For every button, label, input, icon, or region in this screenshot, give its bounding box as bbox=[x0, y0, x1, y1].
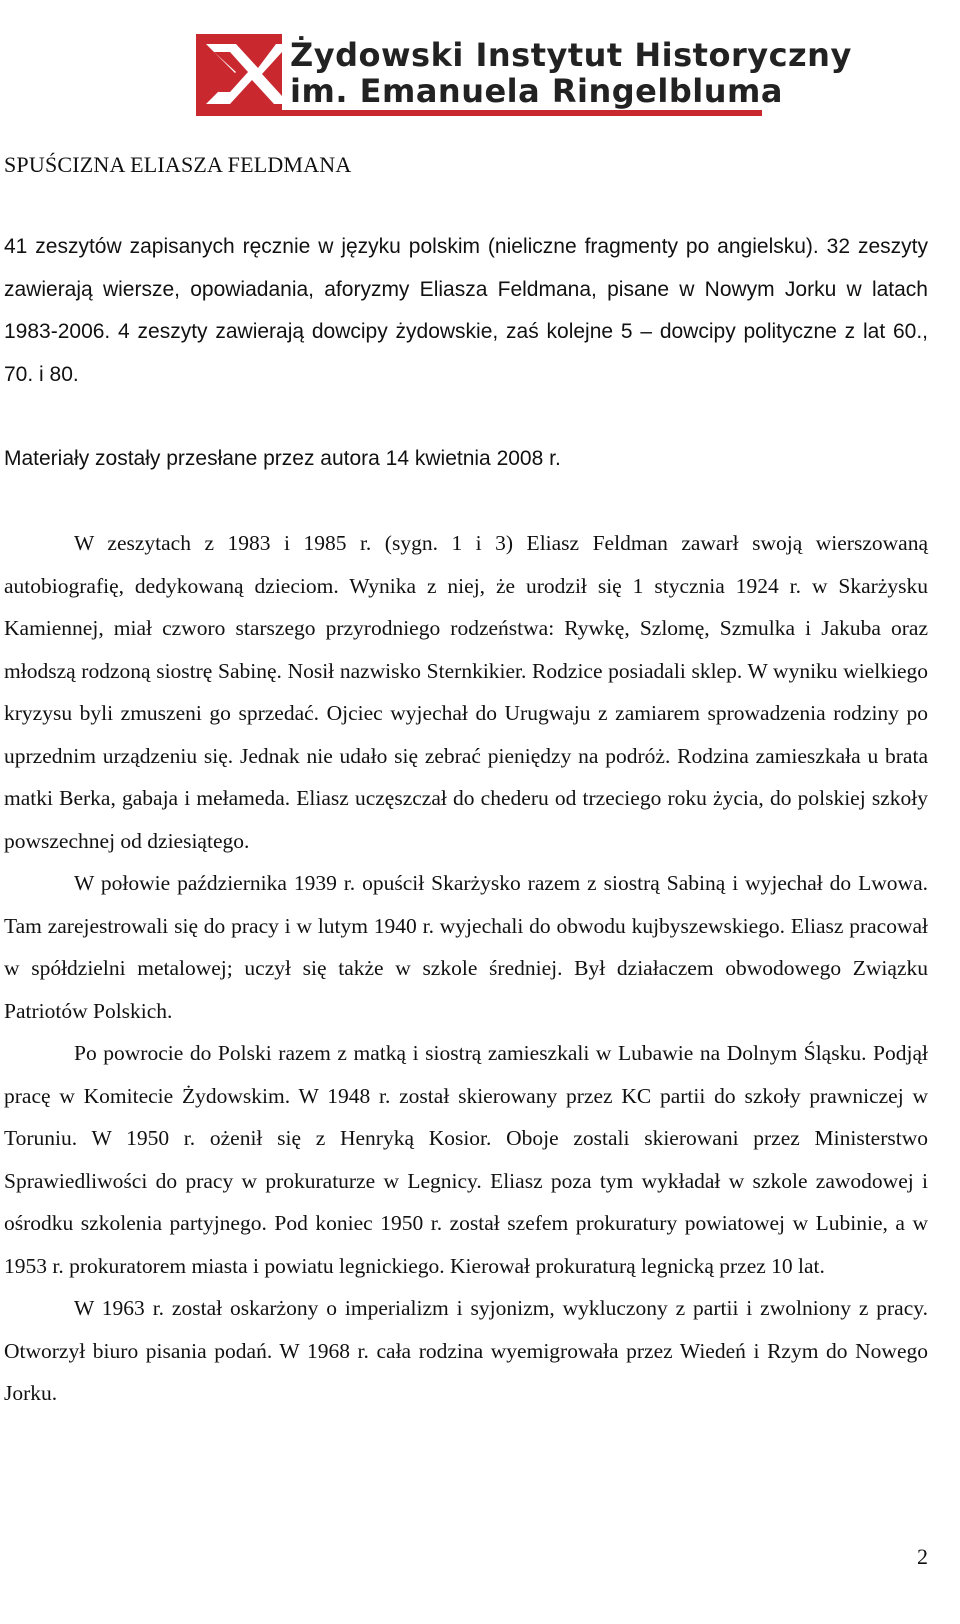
paragraph: 41 zeszytów zapisanych ręcznie w języku polskim (nieliczne fragmenty po angielsku). 32 zeszyty zawierają wiersze, opowiadania, aforyzmy Eliasza Feldmana, pisane w Nowym Jorku w latach 1983-2006. 4 zeszyty zawierają dowcipy żydowskie, zaś kolejne 5 – dowcipy polityczne z lat 60., 70. i 80. bbox=[4, 235, 928, 386]
logo-underline bbox=[196, 110, 762, 116]
biography-paragraph: Po powrocie do Polski razem z matką i siostrą zamieszkali w Lubawie na Dolnym Śląsku. Podjął pracę w Komitecie Żydowskim. W 1948 r. został skierowany przez KC partii do szkoły prawniczej w Toruniu. W 1950 r. ożenił się z Henryką Kosior. Oboje zostali skierowani przez Ministerstwo Sprawiedliwości do pracy w prokuraturze w Legnicy. Eliasz poza tym wykładał w szkole zawodowej i ośrodku szkolenia partyjnego. Pod koniec 1950 r. został szefem prokuratury powiatowej w Lubinie, a w 1953 r. prokuratorem miasta i powiatu legnickiego. Kierował prokuraturą legnicką przez 10 lat. bbox=[4, 1041, 928, 1278]
logo-emblem-icon bbox=[196, 34, 292, 116]
biography-paragraph: W 1963 r. został oskarżony o imperializm i syjonizm, wykluczony z partii i zwolniony z pracy. Otworzył biuro pisania podań. W 1968 r. cała rodzina wyemigrowała przez Wiedeń i Rzym do Nowego Jorku. bbox=[4, 1296, 928, 1405]
document-title: SPUŚCIZNA ELIASZA FELDMANA bbox=[4, 152, 352, 177]
biography-paragraph: W zeszytach z 1983 i 1985 r. (sygn. 1 i 3) Eliasz Feldman zawarł swoją wierszowaną autobiografię, dedykowaną dzieciom. Wynika z niej, że urodził się 1 stycznia 1924 r. w Skarżysku Kamiennej, miał czworo starszego przyrodniego rodzeństwa: Rywkę, Szlomę, Szmulka i Jakuba oraz młodszą rodzoną siostrę Sabinę. Nosił nazwisko Sternkikier. Rodzice posiadali sklep. W wyniku wielkiego kryzysu byli zmuszeni go sprzedać. Ojciec wyjechał do Urugwaju z zamiarem sprowadzenia rodziny po uprzednim urządzeniu się. Jednak nie udało się zebrać pieniędzy na podróż. Rodzina zamieszkała u brata matki Berka, gabaja i mełameda. Eliasz uczęszczał do chederu od trzeciego roku życia, do polskiej szkoły powszechnej od dziesiątego. bbox=[4, 531, 928, 853]
page-number: 2 bbox=[917, 1544, 928, 1569]
logo-title-line1: Żydowski Instytut Historyczny bbox=[290, 36, 852, 74]
acquisition-note bbox=[4, 438, 928, 481]
biography-section bbox=[4, 522, 928, 1415]
collection-description bbox=[4, 226, 928, 396]
institute-logo bbox=[196, 34, 852, 120]
biography-paragraph: W połowie października 1939 r. opuścił Skarżysko razem z siostrą Sabiną i wyjechał do Lwowa. Tam zarejestrowali się do pracy i w lutym 1940 r. wyjechali do obwodu kujbyszewskiego. Eliasz pracował w spółdzielni metalowej; uczył się także w szkole średniej. Był działaczem obwodowego Związku Patriotów Polskich. bbox=[4, 871, 928, 1023]
logo-title-line2: im. Emanuela Ringelbluma bbox=[290, 72, 783, 110]
paragraph: Materiały zostały przesłane przez autora 14 kwietnia 2008 r. bbox=[4, 447, 561, 470]
